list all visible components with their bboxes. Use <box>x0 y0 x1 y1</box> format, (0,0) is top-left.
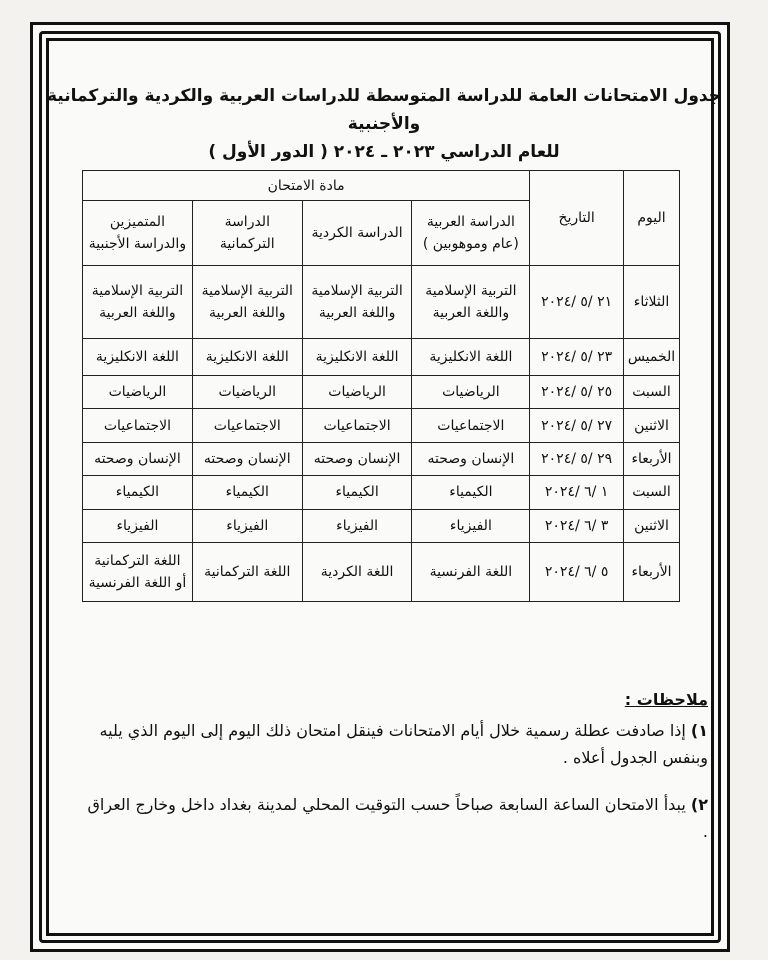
header-subject: مادة الامتحان <box>83 171 530 201</box>
header-arabic: الدراسة العربية (عام وموهوبين ) <box>412 201 530 266</box>
header-kurdish: الدراسة الكردية <box>302 201 412 266</box>
notes-section <box>78 686 708 865</box>
table-row: السبت ١ /٦ /٢٠٢٤ الكيمياء الكيمياء الكيمياء الكيمياء <box>83 476 680 509</box>
note-1: ١) إذا صادفت عطلة رسمية خلال أيام الامتحانات فينقل امتحان ذلك اليوم إلى اليوم الذي يليه وبنفس الجدول أعلاه . <box>99 721 708 767</box>
header-distinguished: المتميزين والدراسة الأجنبية <box>83 201 193 266</box>
table-row: الاثنين ٢٧ /٥ /٢٠٢٤ الاجتماعيات الاجتماعيات الاجتماعيات الاجتماعيات <box>83 409 680 442</box>
header-day: اليوم <box>624 171 680 266</box>
table-row: السبت ٢٥ /٥ /٢٠٢٤ الرياضيات الرياضيات الرياضيات الرياضيات <box>83 375 680 408</box>
exam-schedule-table <box>82 170 680 602</box>
title-line-1: جدول الامتحانات العامة للدراسة المتوسطة للدراسات العربية والكردية والتركمانية والأجنبية <box>47 86 721 134</box>
header-row-1 <box>83 171 680 201</box>
header-date: التاريخ <box>530 171 624 266</box>
table-row: الأربعاء ٥ /٦ /٢٠٢٤ اللغة الفرنسية اللغة الكردية اللغة التركمانية اللغة التركمانية أو اللغة الفرنسية <box>83 543 680 602</box>
notes-heading: ملاحظات : <box>624 690 708 709</box>
table-row: الخميس ٢٣ /٥ /٢٠٢٤ اللغة الانكليزية اللغة الانكليزية اللغة الانكليزية اللغة الانكليزية <box>83 339 680 376</box>
table-row: الثلاثاء ٢١ /٥ /٢٠٢٤ التربية الإسلامية واللغة العربية التربية الإسلامية واللغة العربية التربية الإسلامية واللغة العربية التربية الإسلامية واللغة العربية <box>83 266 680 339</box>
note-2: ٢) يبدأ الامتحان الساعة السابعة صباحاً حسب التوقيت المحلي لمدينة بغداد داخل وخارج العراق . <box>87 795 708 841</box>
header-turkmen: الدراسة التركمانية <box>192 201 302 266</box>
table-row: الاثنين ٣ /٦ /٢٠٢٤ الفيزياء الفيزياء الفيزياء الفيزياء <box>83 509 680 542</box>
title-line-2: للعام الدراسي ٢٠٢٣ ـ ٢٠٢٤ ( الدور الأول ) <box>208 142 560 162</box>
table-row: الأربعاء ٢٩ /٥ /٢٠٢٤ الإنسان وصحته الإنسان وصحته الإنسان وصحته الإنسان وصحته <box>83 442 680 475</box>
document-title <box>40 82 728 166</box>
